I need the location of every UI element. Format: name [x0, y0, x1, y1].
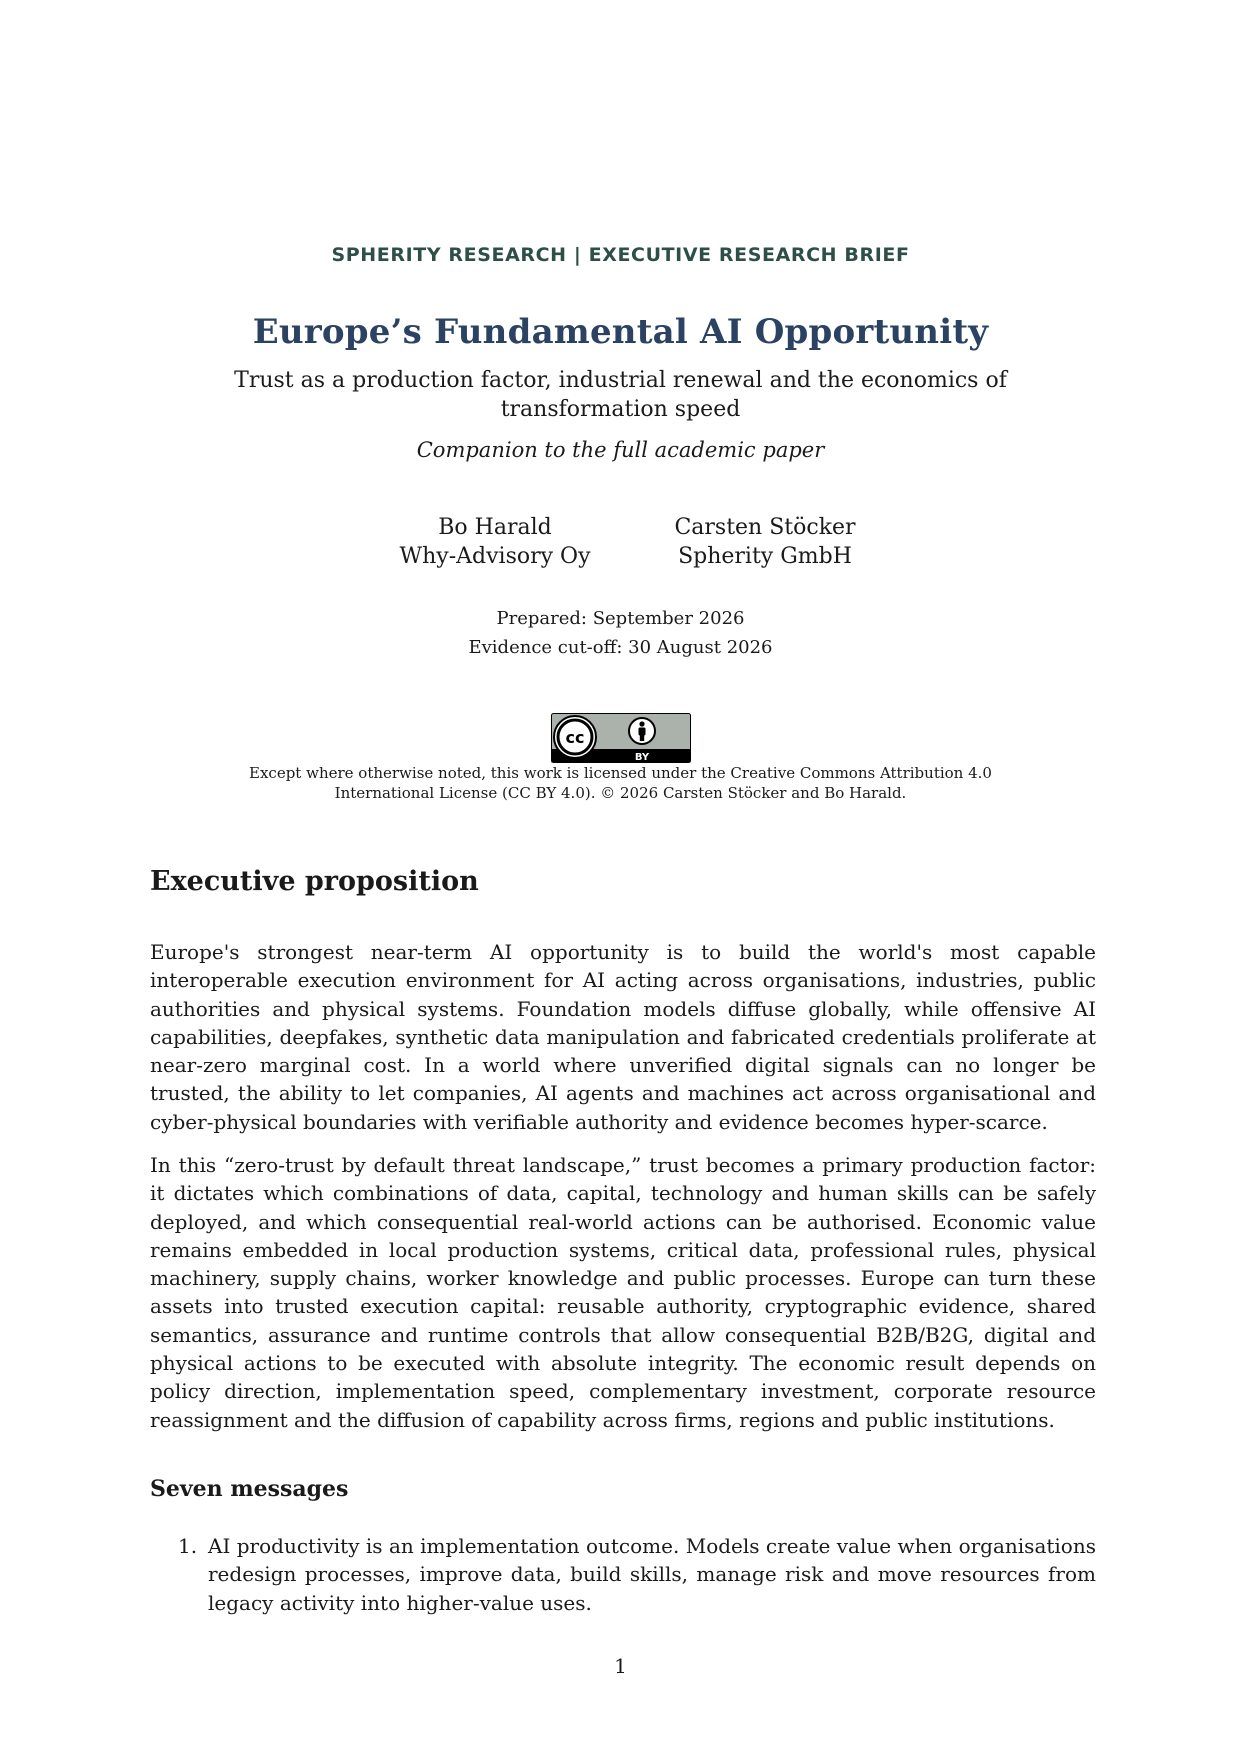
by-badge-text: BY: [634, 752, 650, 763]
author-name: Bo Harald: [438, 515, 552, 540]
companion-note: Companion to the full academic paper: [416, 438, 825, 462]
cc-by-license-badge: [551, 713, 691, 763]
creative-commons-icon: [554, 716, 596, 758]
list-item: [150, 1532, 1096, 1617]
list-item-number: 1.: [178, 1534, 198, 1558]
author-name: Carsten Stöcker: [674, 515, 856, 540]
series-label: SPHERITY RESEARCH | EXECUTIVE RESEARCH BRIEF: [331, 244, 910, 266]
license-notice: Except where otherwise noted, this work is licensed under the Creative Commons Attribution 4.0 International License (CC BY 4.0). © 2026 Carsten Stöcker and Bo Harald.: [249, 764, 992, 802]
section-heading-executive: Executive proposition: [150, 866, 479, 897]
cc-badge-text: cc: [565, 728, 585, 747]
list-item-text: AI productivity is an implementation outcome. Models create value when organisations redesign processes, improve data, build skills, manage risk and move resources from legacy activity into higher-value uses.: [208, 1534, 1096, 1615]
messages-list: [150, 1532, 1096, 1617]
paragraph: Europe's strongest near-term AI opportunity is to build the world's most capable interoperable execution environment for AI acting across organisations, industries, public authorities and physical systems. Foundation models diffuse globally, while offensive AI capabilities, deepfakes, synthetic data manipulation and fabricated credentials proliferate at near-zero marginal cost. In a world where unverified digital signals can no longer be trusted, the ability to let companies, AI agents and machines act across organisational and cyber-physical boundaries with verifiable authority and evidence becomes hyper-scarce.: [150, 940, 1096, 1134]
attribution-person-icon: [629, 718, 655, 744]
page-number: 1: [614, 1654, 627, 1678]
evidence-cutoff-date: Evidence cut-off: 30 August 2026: [468, 637, 773, 658]
author-block-2: [660, 513, 870, 571]
document-title: Europe’s Fundamental AI Opportunity: [252, 312, 989, 352]
author-block-1: [380, 513, 610, 571]
author-affiliation: Spherity GmbH: [678, 544, 852, 569]
author-affiliation: Why-Advisory Oy: [399, 544, 591, 569]
prepared-date: Prepared: September 2026: [496, 608, 745, 629]
paragraph: In this “zero-trust by default threat landscape,” trust becomes a primary production factor: it dictates which combinations of data, capital, technology and human skills can be safely deployed, and which consequential real-world actions can be authorised. Economic value remains embedded in local production systems, critical data, professional rules, physical machinery, supply chains, worker knowledge and public processes. Europe can turn these assets into trusted execution capital: reusable authority, cryptographic evidence, shared semantics, assurance and runtime controls that allow consequential B2B/B2G, digital and physical actions to be executed with absolute integrity. The economic result depends on policy direction, implementation speed, complementary investment, corporate resource reassignment and the diffusion of capability across firms, regions and public institutions.: [150, 1153, 1096, 1432]
date-block: [0, 604, 1241, 662]
section-heading-messages: Seven messages: [150, 1476, 349, 1502]
document-subtitle: Trust as a production factor, industrial renewal and the economics of transformation speed: [234, 368, 1007, 422]
